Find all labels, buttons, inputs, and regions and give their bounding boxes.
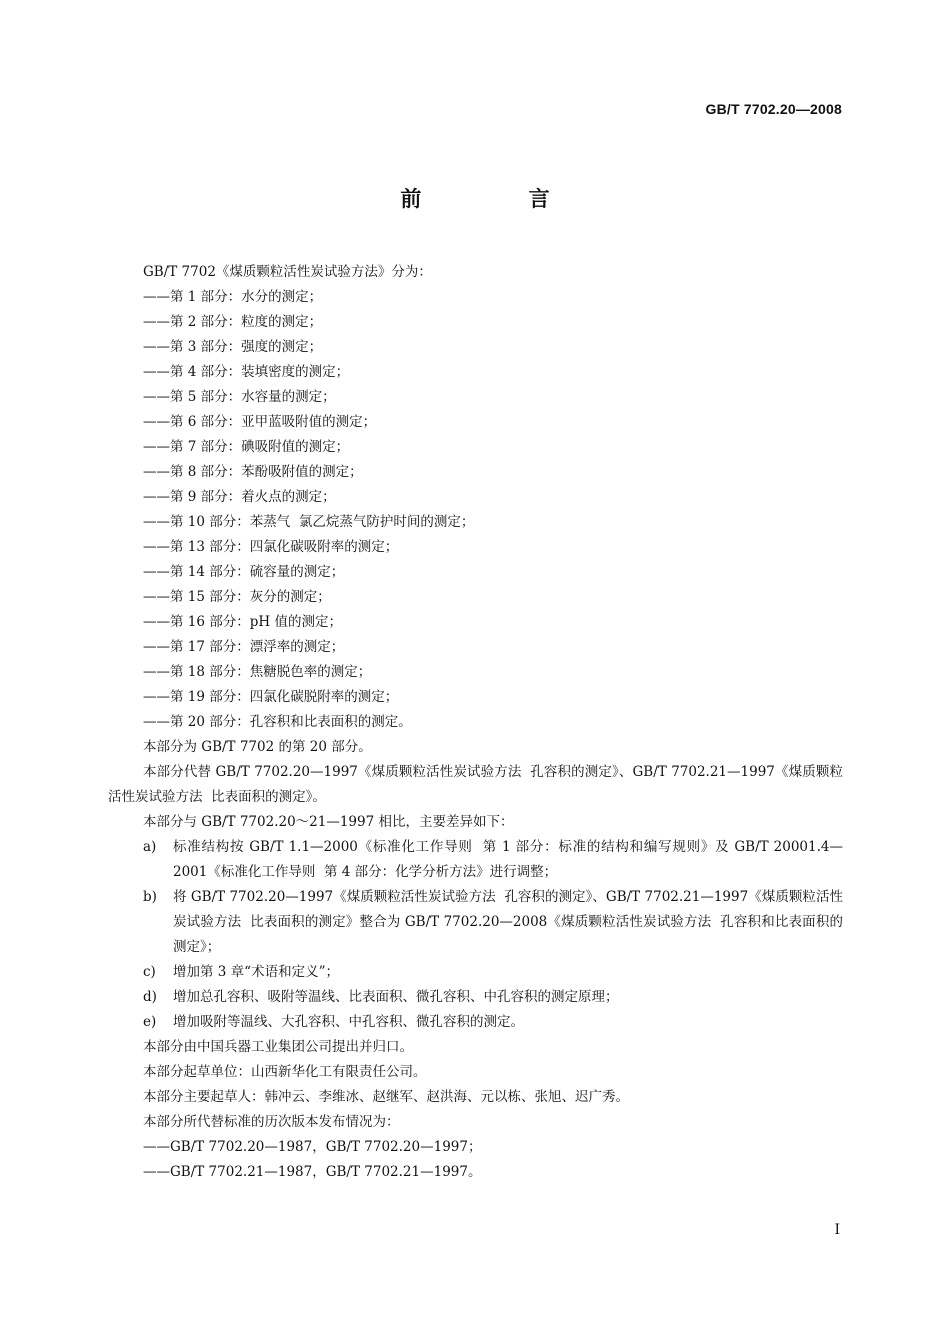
page-number: I	[834, 1222, 840, 1238]
drafting-unit-paragraph: 本部分起草单位：山西新华化工有限责任公司。	[143, 1064, 427, 1080]
item-text: 增加总孔容积、吸附等温线、比表面积、微孔容积、中孔容积的测定原理；	[173, 989, 619, 1005]
difference-item	[108, 885, 843, 960]
list-item: ——第 2 部分：粒度的测定；	[143, 314, 323, 330]
list-item: ——第 17 部分：漂浮率的测定；	[143, 639, 345, 655]
difference-item	[108, 1010, 843, 1035]
list-item: ——第 18 部分：焦糖脱色率的测定；	[143, 664, 372, 680]
list-item: ——第 1 部分：水分的测定；	[143, 289, 323, 305]
history-item: ——GB/T 7702.20—1987，GB/T 7702.20—1997；	[143, 1139, 482, 1155]
list-item: ——第 9 部分：着火点的测定；	[143, 489, 336, 505]
item-label: a)	[143, 839, 157, 855]
difference-item	[108, 835, 843, 885]
item-label: c)	[143, 964, 156, 980]
parts-list	[108, 285, 843, 735]
standard-code: GB/T 7702.20—2008	[705, 101, 842, 117]
history-intro: 本部分所代替标准的历次版本发布情况为：	[143, 1114, 400, 1130]
item-text: 增加吸附等温线、大孔容积、中孔容积、微孔容积的测定。	[173, 1014, 524, 1030]
page-title: 前 言	[400, 187, 600, 211]
item-text: 标准结构按 GB/T 1.1—2000《标准化工作导则 第 1 部分：标准的结构和编写规则》及 GB/T 20001.4—2001《标准化工作导则 第 4 部分：化学分析方法》进行调整；	[173, 839, 843, 880]
item-label: d)	[143, 989, 157, 1005]
proposed-paragraph: 本部分由中国兵器工业集团公司提出并归口。	[143, 1039, 413, 1055]
difference-item	[108, 960, 843, 985]
item-text: 将 GB/T 7702.20—1997《煤质颗粒活性炭试验方法 孔容积的测定》、GB/T 7702.21—1997《煤质颗粒活性炭试验方法 比表面积的测定》整合为 GB/T 7702.20—2008《煤质颗粒活性炭试验方法 孔容积和比表面积的测定》；	[173, 889, 843, 955]
list-item: ——第 10 部分：苯蒸气 氯乙烷蒸气防护时间的测定；	[143, 514, 475, 530]
intro-paragraph: GB/T 7702《煤质颗粒活性炭试验方法》分为：	[143, 264, 432, 280]
list-item: ——第 15 部分：灰分的测定；	[143, 589, 331, 605]
history-item: ——GB/T 7702.21—1987，GB/T 7702.21—1997。	[143, 1164, 482, 1180]
list-item: ——第 7 部分：碘吸附值的测定；	[143, 439, 350, 455]
list-item: ——第 16 部分：pH 值的测定；	[143, 614, 342, 630]
this-part-paragraph: 本部分为 GB/T 7702 的第 20 部分。	[143, 739, 372, 755]
list-item: ——第 6 部分：亚甲蓝吸附值的测定；	[143, 414, 377, 430]
differences-intro: 本部分与 GB/T 7702.20～21—1997 相比，主要差异如下：	[143, 814, 514, 830]
list-item: ——第 4 部分：装填密度的测定；	[143, 364, 350, 380]
item-label: b)	[143, 889, 157, 905]
difference-item	[108, 985, 843, 1010]
document-body	[108, 260, 843, 1185]
list-item: ——第 13 部分：四氯化碳吸附率的测定；	[143, 539, 399, 555]
list-item: ——第 5 部分：水容量的测定；	[143, 389, 336, 405]
item-text: 增加第 3 章“术语和定义”；	[173, 964, 339, 980]
differences-list	[108, 835, 843, 1035]
item-label: e)	[143, 1014, 157, 1030]
replaces-paragraph: 本部分代替 GB/T 7702.20—1997《煤质颗粒活性炭试验方法 孔容积的测定》、GB/T 7702.21—1997《煤质颗粒活性炭试验方法 比表面积的测定》。	[108, 764, 843, 805]
list-item: ——第 14 部分：硫容量的测定；	[143, 564, 345, 580]
list-item: ——第 3 部分：强度的测定；	[143, 339, 323, 355]
drafters-paragraph: 本部分主要起草人：韩冲云、李维冰、赵继军、赵洪海、元以栋、张旭、迟广秀。	[143, 1089, 629, 1105]
list-item: ——第 19 部分：四氯化碳脱附率的测定；	[143, 689, 399, 705]
list-item: ——第 8 部分：苯酚吸附值的测定；	[143, 464, 363, 480]
list-item: ——第 20 部分：孔容积和比表面积的测定。	[143, 714, 412, 730]
